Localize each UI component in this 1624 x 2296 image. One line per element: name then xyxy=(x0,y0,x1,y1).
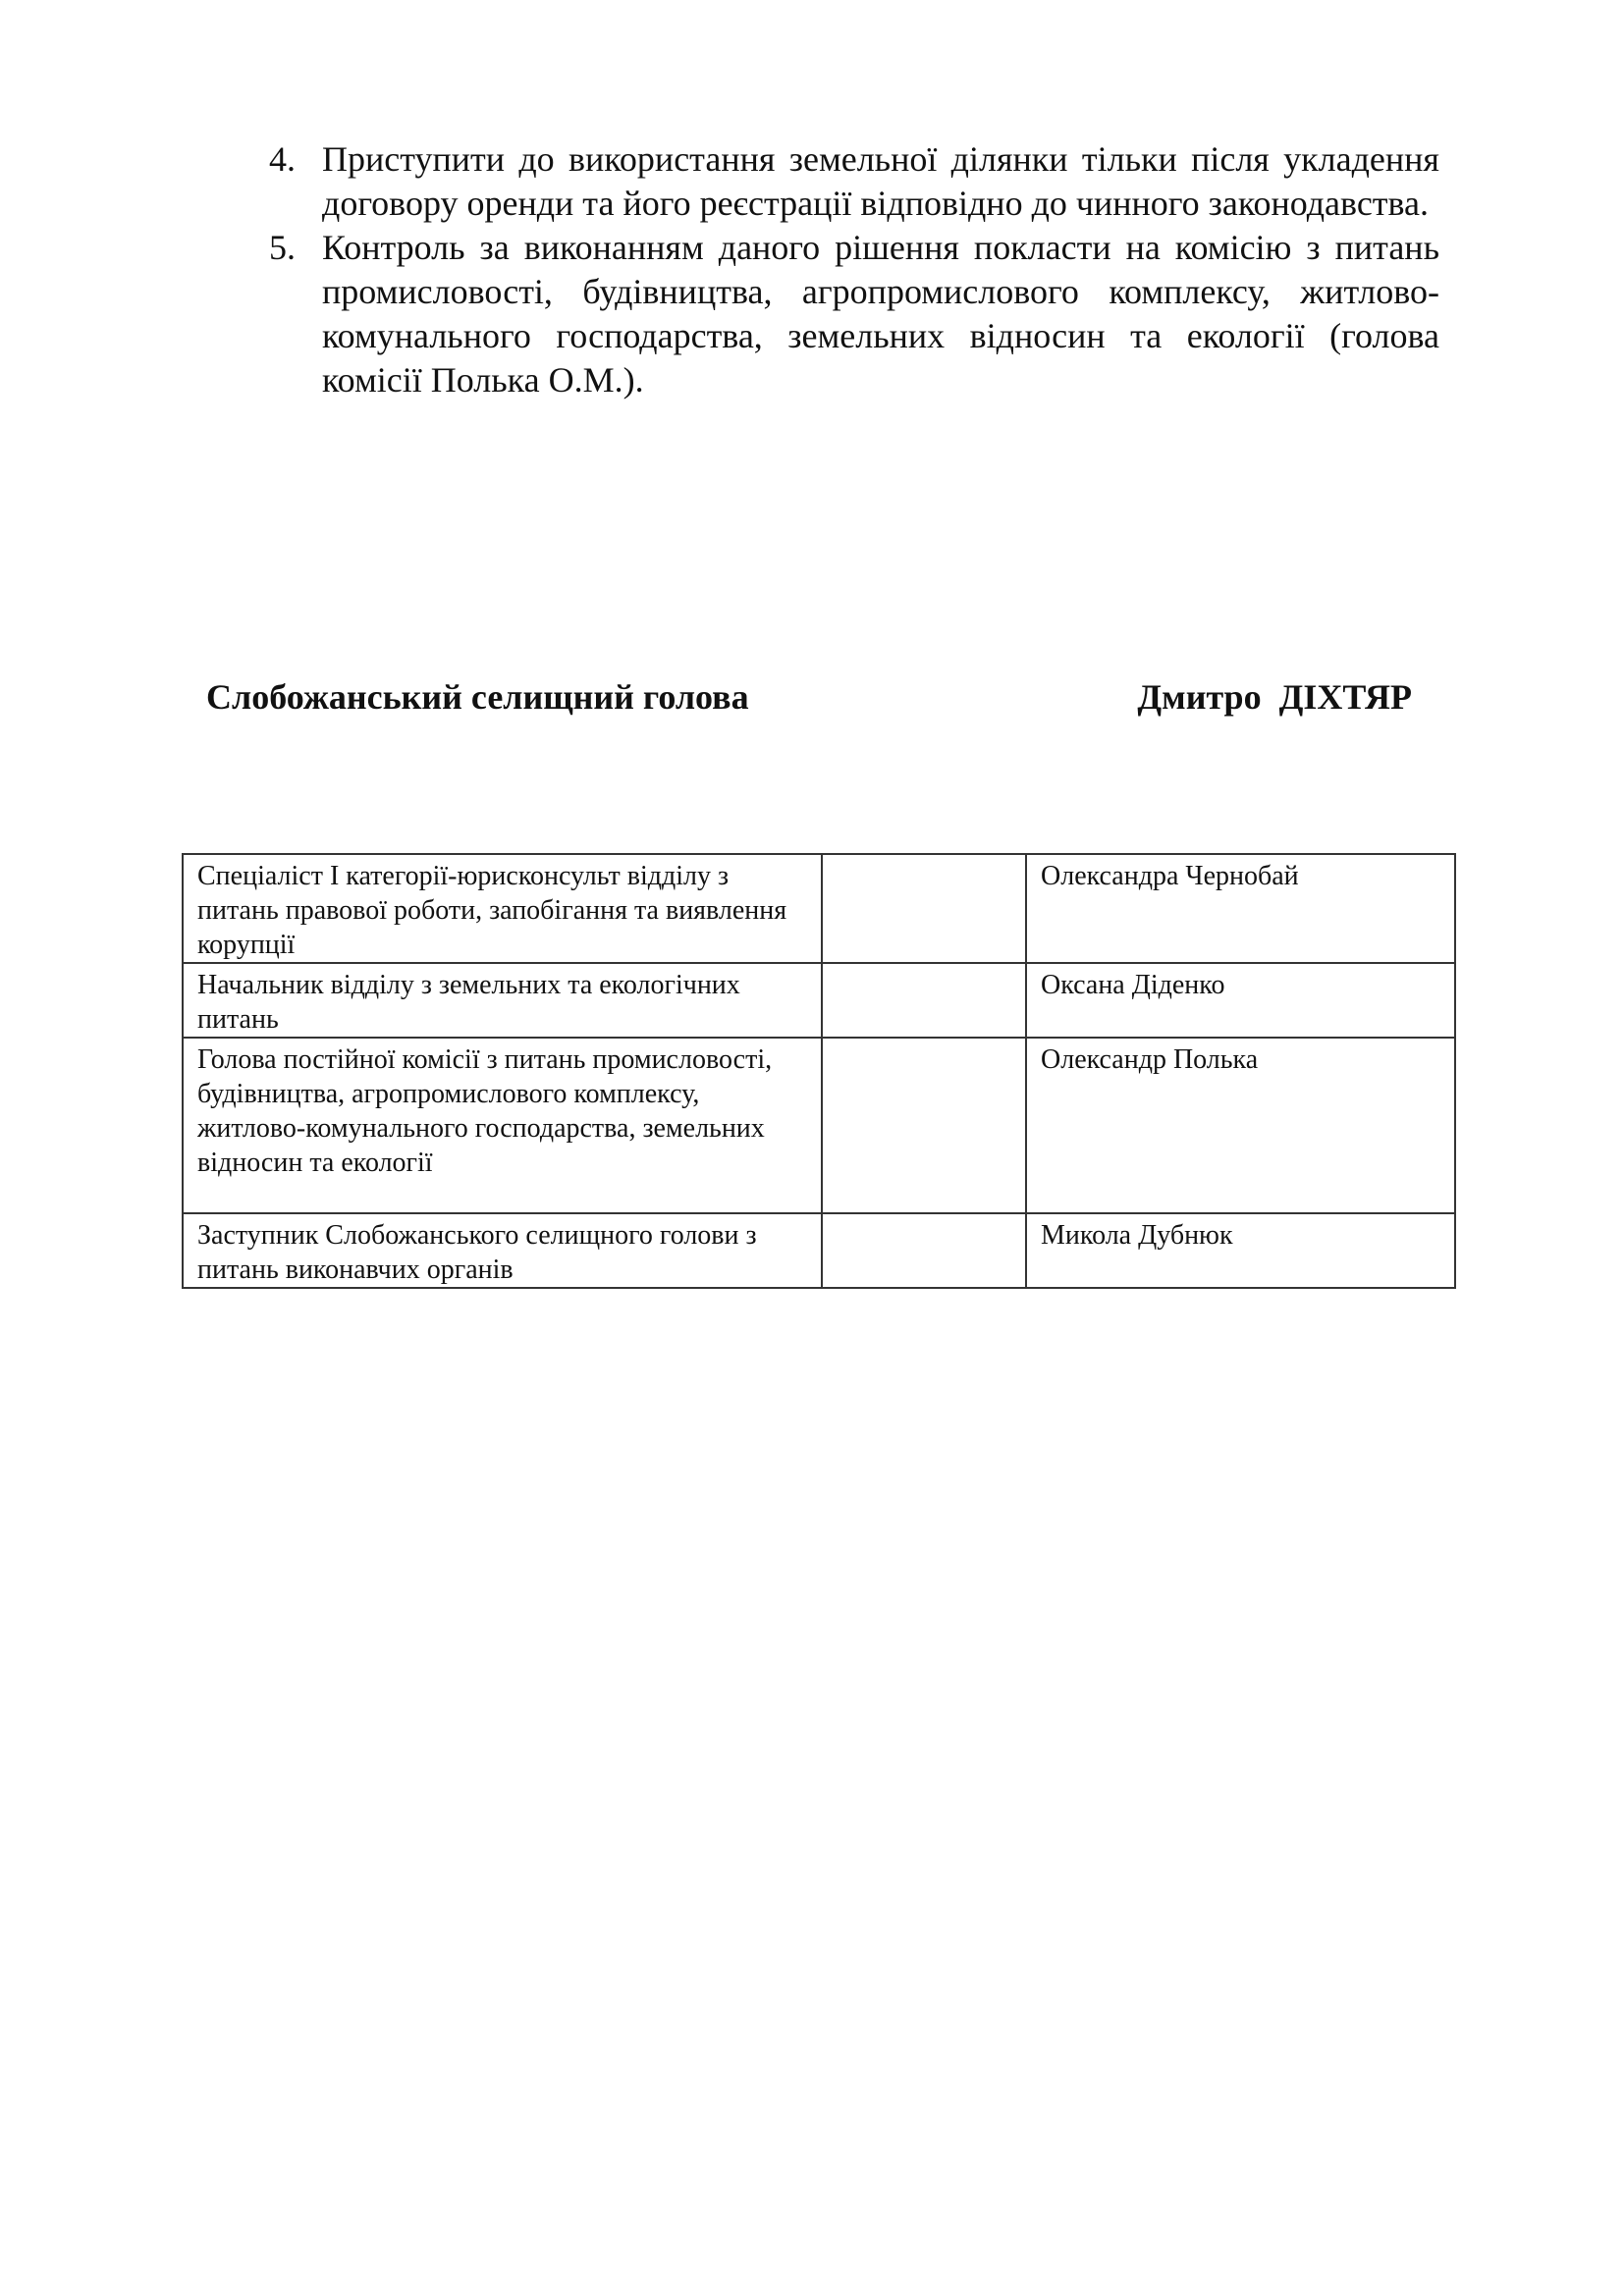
approver-signature-cell xyxy=(822,854,1026,963)
approver-signature-cell xyxy=(822,1213,1026,1288)
clause-4 xyxy=(265,137,1439,226)
approver-name: Оксана Діденко xyxy=(1026,963,1455,1038)
approver-position: Начальник відділу з земельних та екологічних питань xyxy=(183,963,822,1038)
approver-signature-cell xyxy=(822,963,1026,1038)
table-row xyxy=(183,1038,1455,1213)
approver-position: Голова постійної комісії з питань промисловості, будівництва, агропромислового комплексу, житлово-комунального господарства, земельних відносин та екології xyxy=(183,1038,822,1213)
clause-number: 4. xyxy=(269,139,296,179)
approver-name: Микола Дубнюк xyxy=(1026,1213,1455,1288)
signature-block xyxy=(206,675,1412,724)
decision-clauses xyxy=(265,137,1439,402)
clause-text: Контроль за виконанням даного рішення покласти на комісію з питань промисловості, будівництва, агропромислового комплексу, житлово-комунального господарства, земельних відносин та екології (голова комісії Полька О.М.). xyxy=(322,228,1439,400)
signatory-title: Слобожанський селищний голова xyxy=(206,677,749,717)
table-row xyxy=(183,854,1455,963)
approvals-table xyxy=(182,853,1456,1289)
approver-name: Олександр Полька xyxy=(1026,1038,1455,1213)
signatory-name: Дмитро ДІХТЯР xyxy=(1137,677,1412,717)
approver-position: Спеціаліст І категорії-юрисконсульт відділу з питань правової роботи, запобігання та виявлення корупції xyxy=(183,854,822,963)
table-row xyxy=(183,1213,1455,1288)
table-row xyxy=(183,963,1455,1038)
clause-5 xyxy=(265,226,1439,402)
approver-name: Олександра Чернобай xyxy=(1026,854,1455,963)
approver-signature-cell xyxy=(822,1038,1026,1213)
approver-position: Заступник Слобожанського селищного голови з питань виконавчих органів xyxy=(183,1213,822,1288)
clause-number: 5. xyxy=(269,228,296,267)
clause-text: Приступити до використання земельної ділянки тільки після укладення договору оренди та його реєстрації відповідно до чинного законодавства. xyxy=(322,139,1439,223)
